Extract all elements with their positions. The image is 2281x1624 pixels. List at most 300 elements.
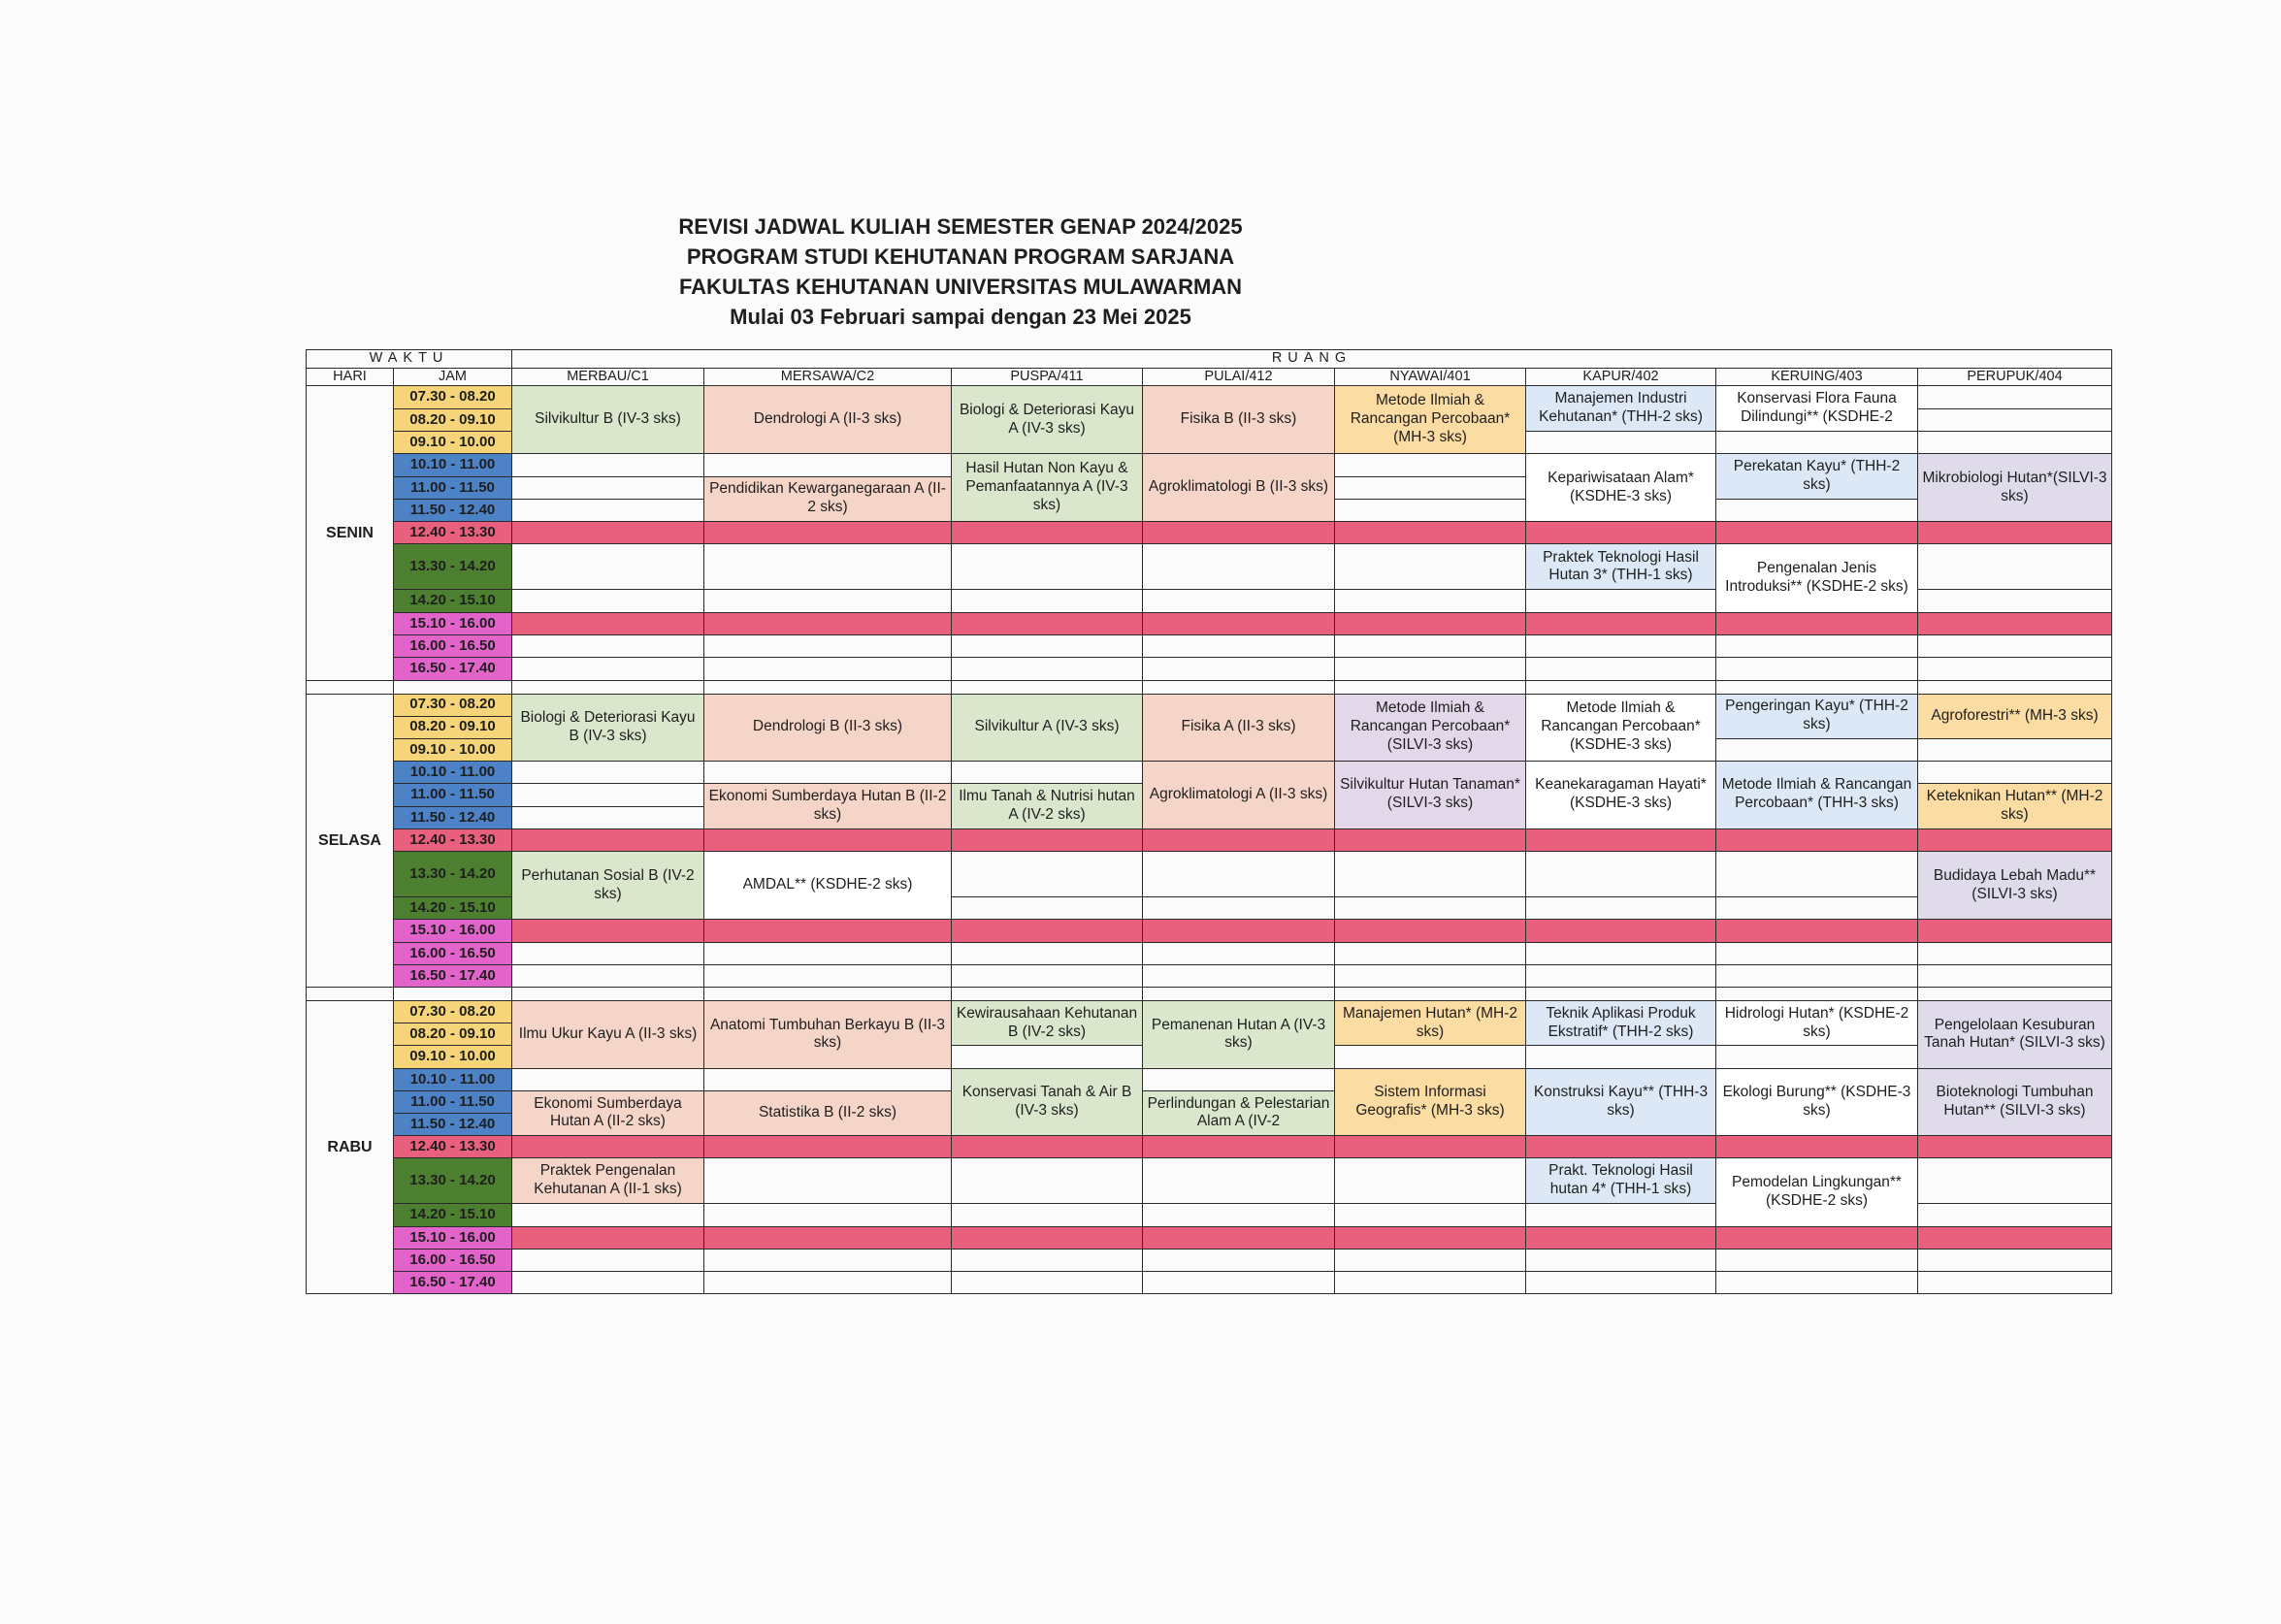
course-cell: Kepariwisataan Alam* (KSDHE-3 sks) bbox=[1526, 454, 1716, 522]
empty-cell bbox=[952, 1046, 1143, 1068]
break-cell bbox=[1335, 522, 1526, 544]
time-slot-row bbox=[307, 612, 2112, 634]
title-line-1: REVISI JADWAL KULIAH SEMESTER GENAP 2024/2025 bbox=[678, 214, 1243, 239]
time-slot-row bbox=[307, 454, 2112, 476]
separator-cell bbox=[704, 988, 952, 1001]
empty-cell bbox=[1918, 942, 2112, 964]
time-slot: 09.10 - 10.00 bbox=[394, 1046, 512, 1068]
empty-cell bbox=[704, 761, 952, 783]
time-slot-row bbox=[307, 694, 2112, 716]
time-slot-row bbox=[307, 544, 2112, 590]
day-label: RABU bbox=[307, 1001, 394, 1294]
course-cell: Bioteknologi Tumbuhan Hutan** (SILVI-3 sks) bbox=[1918, 1068, 2112, 1135]
course-cell: Silvikultur B (IV-3 sks) bbox=[512, 386, 704, 454]
break-cell bbox=[1526, 522, 1716, 544]
separator-cell bbox=[394, 988, 512, 1001]
empty-cell bbox=[1143, 590, 1335, 612]
break-cell bbox=[1335, 920, 1526, 942]
break-cell bbox=[1526, 920, 1716, 942]
course-cell: Agroforestri** (MH-3 sks) bbox=[1918, 694, 2112, 738]
course-cell: Metode Ilmiah & Rancangan Percobaan* (KSDHE-3 sks) bbox=[1526, 694, 1716, 761]
empty-cell bbox=[512, 942, 704, 964]
empty-cell bbox=[1918, 544, 2112, 590]
break-cell bbox=[1143, 612, 1335, 634]
empty-cell bbox=[1526, 590, 1716, 612]
day-label: SELASA bbox=[307, 694, 394, 988]
separator-cell bbox=[952, 988, 1143, 1001]
course-cell: Teknik Aplikasi Produk Ekstratif* (THH-2 sks) bbox=[1526, 1001, 1716, 1046]
empty-cell bbox=[512, 1204, 704, 1226]
empty-cell bbox=[952, 590, 1143, 612]
time-slot-row bbox=[307, 1135, 2112, 1157]
course-cell: Metode Ilmiah & Rancangan Percobaan* (THH-3 sks) bbox=[1716, 761, 1918, 828]
header-waktu: WAKTU bbox=[307, 350, 512, 369]
empty-cell bbox=[1335, 852, 1526, 897]
break-cell bbox=[1716, 1135, 1918, 1157]
day-separator bbox=[307, 988, 2112, 1001]
break-cell bbox=[1335, 612, 1526, 634]
course-cell: Anatomi Tumbuhan Berkayu B (II-3 sks) bbox=[704, 1001, 952, 1068]
break-cell bbox=[1918, 1135, 2112, 1157]
empty-cell bbox=[512, 635, 704, 658]
empty-cell bbox=[1716, 738, 1918, 761]
time-slot-row bbox=[307, 942, 2112, 964]
separator-cell bbox=[1335, 988, 1526, 1001]
course-cell: Keteknikan Hutan** (MH-2 sks) bbox=[1918, 784, 2112, 829]
empty-cell bbox=[952, 897, 1143, 920]
course-cell: Agroklimatologi B (II-3 sks) bbox=[1143, 454, 1335, 522]
separator-cell bbox=[952, 680, 1143, 694]
empty-cell bbox=[1716, 635, 1918, 658]
course-cell: Fisika A (II-3 sks) bbox=[1143, 694, 1335, 761]
time-slot: 13.30 - 14.20 bbox=[394, 544, 512, 590]
time-slot: 16.00 - 16.50 bbox=[394, 942, 512, 964]
course-cell: Pemodelan Lingkungan** (KSDHE-2 sks) bbox=[1716, 1158, 1918, 1226]
break-cell bbox=[1716, 612, 1918, 634]
time-slot: 14.20 - 15.10 bbox=[394, 590, 512, 612]
room-header: PULAI/412 bbox=[1143, 368, 1335, 386]
break-cell bbox=[704, 828, 952, 851]
empty-cell bbox=[952, 635, 1143, 658]
empty-cell bbox=[704, 1272, 952, 1294]
course-cell: Keanekaragaman Hayati* (KSDHE-3 sks) bbox=[1526, 761, 1716, 828]
course-cell: Budidaya Lebah Madu**(SILVI-3 sks) bbox=[1918, 852, 2112, 920]
course-cell: Fisika B (II-3 sks) bbox=[1143, 386, 1335, 454]
course-cell: Praktek Teknologi Hasil Hutan 3* (THH-1 sks) bbox=[1526, 544, 1716, 590]
course-cell: Perhutanan Sosial B (IV-2 sks) bbox=[512, 852, 704, 920]
day-label: SENIN bbox=[307, 386, 394, 680]
separator-cell bbox=[1335, 680, 1526, 694]
time-slot: 08.20 - 09.10 bbox=[394, 716, 512, 738]
time-slot: 13.30 - 14.20 bbox=[394, 852, 512, 897]
time-slot-row bbox=[307, 1226, 2112, 1249]
empty-cell bbox=[1335, 942, 1526, 964]
time-slot: 12.40 - 13.30 bbox=[394, 1135, 512, 1157]
header-row-sub bbox=[307, 368, 2112, 386]
course-cell: Ekologi Burung** (KSDHE-3 sks) bbox=[1716, 1068, 1918, 1135]
break-cell bbox=[1716, 828, 1918, 851]
empty-cell bbox=[952, 965, 1143, 988]
empty-cell bbox=[1335, 1272, 1526, 1294]
page-title bbox=[0, 211, 1921, 332]
empty-cell bbox=[1716, 658, 1918, 680]
empty-cell bbox=[1918, 408, 2112, 431]
empty-cell bbox=[1716, 852, 1918, 897]
empty-cell bbox=[1143, 635, 1335, 658]
break-cell bbox=[512, 828, 704, 851]
empty-cell bbox=[704, 1158, 952, 1204]
empty-cell bbox=[512, 1068, 704, 1090]
empty-cell bbox=[1526, 658, 1716, 680]
empty-cell bbox=[1526, 431, 1716, 453]
course-cell: Silvikultur A (IV-3 sks) bbox=[952, 694, 1143, 761]
empty-cell bbox=[1918, 738, 2112, 761]
empty-cell bbox=[512, 454, 704, 476]
time-slot: 07.30 - 08.20 bbox=[394, 1001, 512, 1023]
empty-cell bbox=[1335, 1249, 1526, 1271]
course-cell: Pendidikan Kewarganegaraan A (II-2 sks) bbox=[704, 476, 952, 522]
schedule-table bbox=[306, 349, 2112, 1294]
break-cell bbox=[1716, 1226, 1918, 1249]
course-cell: Konstruksi Kayu** (THH-3 sks) bbox=[1526, 1068, 1716, 1135]
time-slot: 14.20 - 15.10 bbox=[394, 897, 512, 920]
empty-cell bbox=[1335, 476, 1526, 499]
break-cell bbox=[704, 1226, 952, 1249]
time-slot: 11.00 - 11.50 bbox=[394, 1090, 512, 1113]
header-jam: JAM bbox=[394, 368, 512, 386]
separator-cell bbox=[1716, 680, 1918, 694]
empty-cell bbox=[1918, 658, 2112, 680]
break-cell bbox=[1526, 1226, 1716, 1249]
break-cell bbox=[1716, 522, 1918, 544]
empty-cell bbox=[1918, 590, 2112, 612]
time-slot-row bbox=[307, 658, 2112, 680]
empty-cell bbox=[512, 499, 704, 521]
empty-cell bbox=[1526, 635, 1716, 658]
empty-cell bbox=[704, 454, 952, 476]
empty-cell bbox=[704, 590, 952, 612]
break-cell bbox=[704, 920, 952, 942]
time-slot: 08.20 - 09.10 bbox=[394, 1023, 512, 1046]
course-cell: Agroklimatologi A (II-3 sks) bbox=[1143, 761, 1335, 828]
empty-cell bbox=[704, 942, 952, 964]
course-cell: Dendrologi A (II-3 sks) bbox=[704, 386, 952, 454]
time-slot-row bbox=[307, 635, 2112, 658]
empty-cell bbox=[1335, 1204, 1526, 1226]
empty-cell bbox=[1918, 1272, 2112, 1294]
empty-cell bbox=[1143, 965, 1335, 988]
time-slot: 16.00 - 16.50 bbox=[394, 635, 512, 658]
time-slot: 16.00 - 16.50 bbox=[394, 1249, 512, 1271]
time-slot: 09.10 - 10.00 bbox=[394, 431, 512, 453]
time-slot: 12.40 - 13.30 bbox=[394, 828, 512, 851]
separator-cell bbox=[512, 680, 704, 694]
break-cell bbox=[1143, 1226, 1335, 1249]
separator-cell bbox=[307, 988, 394, 1001]
time-slot: 12.40 - 13.30 bbox=[394, 522, 512, 544]
course-cell: Perekatan Kayu* (THH-2 sks) bbox=[1716, 454, 1918, 500]
time-slot: 16.50 - 17.40 bbox=[394, 1272, 512, 1294]
empty-cell bbox=[1716, 965, 1918, 988]
time-slot: 15.10 - 16.00 bbox=[394, 920, 512, 942]
empty-cell bbox=[1918, 965, 2112, 988]
time-slot: 07.30 - 08.20 bbox=[394, 386, 512, 408]
empty-cell bbox=[952, 761, 1143, 783]
room-header: MERBAU/C1 bbox=[512, 368, 704, 386]
break-cell bbox=[512, 522, 704, 544]
time-slot: 15.10 - 16.00 bbox=[394, 612, 512, 634]
empty-cell bbox=[1143, 897, 1335, 920]
empty-cell bbox=[1526, 1204, 1716, 1226]
empty-cell bbox=[512, 965, 704, 988]
empty-cell bbox=[1335, 544, 1526, 590]
time-slot: 11.00 - 11.50 bbox=[394, 476, 512, 499]
empty-cell bbox=[1716, 897, 1918, 920]
empty-cell bbox=[952, 942, 1143, 964]
empty-cell bbox=[1335, 635, 1526, 658]
header-hari: HARI bbox=[307, 368, 394, 386]
break-cell bbox=[1143, 522, 1335, 544]
empty-cell bbox=[704, 544, 952, 590]
time-slot: 14.20 - 15.10 bbox=[394, 1204, 512, 1226]
separator-cell bbox=[1918, 988, 2112, 1001]
time-slot: 13.30 - 14.20 bbox=[394, 1158, 512, 1204]
course-cell: Manajemen Hutan* (MH-2 sks) bbox=[1335, 1001, 1526, 1046]
room-header: KERUING/403 bbox=[1716, 368, 1918, 386]
empty-cell bbox=[1918, 1204, 2112, 1226]
separator-cell bbox=[1716, 988, 1918, 1001]
empty-cell bbox=[1918, 1249, 2112, 1271]
empty-cell bbox=[512, 806, 704, 828]
break-cell bbox=[1526, 1135, 1716, 1157]
empty-cell bbox=[1143, 658, 1335, 680]
time-slot: 11.50 - 12.40 bbox=[394, 499, 512, 521]
time-slot: 10.10 - 11.00 bbox=[394, 454, 512, 476]
course-cell: Pemanenan Hutan A (IV-3 sks) bbox=[1143, 1001, 1335, 1068]
empty-cell bbox=[1918, 635, 2112, 658]
empty-cell bbox=[704, 1249, 952, 1271]
time-slot: 11.50 - 12.40 bbox=[394, 806, 512, 828]
empty-cell bbox=[704, 1204, 952, 1226]
time-slot-row bbox=[307, 965, 2112, 988]
break-cell bbox=[952, 612, 1143, 634]
empty-cell bbox=[1143, 1249, 1335, 1271]
empty-cell bbox=[512, 1272, 704, 1294]
empty-cell bbox=[1335, 590, 1526, 612]
time-slot: 08.20 - 09.10 bbox=[394, 408, 512, 431]
break-cell bbox=[1335, 1135, 1526, 1157]
break-cell bbox=[1918, 1226, 2112, 1249]
time-slot: 15.10 - 16.00 bbox=[394, 1226, 512, 1249]
break-cell bbox=[704, 612, 952, 634]
break-cell bbox=[704, 522, 952, 544]
header-row-top bbox=[307, 350, 2112, 369]
header-ruang: RUANG bbox=[512, 350, 2112, 369]
time-slot-row bbox=[307, 920, 2112, 942]
time-slot-row bbox=[307, 1158, 2112, 1204]
empty-cell bbox=[1716, 499, 1918, 521]
break-cell bbox=[952, 522, 1143, 544]
break-cell bbox=[1335, 828, 1526, 851]
separator-cell bbox=[394, 680, 512, 694]
empty-cell bbox=[1918, 1158, 2112, 1204]
day-separator bbox=[307, 680, 2112, 694]
separator-cell bbox=[1918, 680, 2112, 694]
course-cell: Statistika B (II-2 sks) bbox=[704, 1090, 952, 1135]
title-line-4: Mulai 03 Februari sampai dengan 23 Mei 2025 bbox=[730, 305, 1191, 329]
room-header: NYAWAI/401 bbox=[1335, 368, 1526, 386]
break-cell bbox=[1526, 612, 1716, 634]
course-cell: Dendrologi B (II-3 sks) bbox=[704, 694, 952, 761]
empty-cell bbox=[1526, 965, 1716, 988]
empty-cell bbox=[1335, 1046, 1526, 1068]
break-cell bbox=[1143, 828, 1335, 851]
empty-cell bbox=[1716, 1046, 1918, 1068]
empty-cell bbox=[704, 658, 952, 680]
course-cell: Pengelolaan Kesuburan Tanah Hutan* (SILVI-3 sks) bbox=[1918, 1001, 2112, 1068]
course-cell: Ilmu Ukur Kayu A (II-3 sks) bbox=[512, 1001, 704, 1068]
time-slot-row bbox=[307, 1249, 2112, 1271]
break-cell bbox=[1918, 828, 2112, 851]
course-cell: Manajemen Industri Kehutanan* (THH-2 sks) bbox=[1526, 386, 1716, 432]
empty-cell bbox=[1526, 852, 1716, 897]
break-cell bbox=[952, 1226, 1143, 1249]
course-cell: Konservasi Flora Fauna Dilindungi** (KSDHE-2 bbox=[1716, 386, 1918, 432]
empty-cell bbox=[512, 658, 704, 680]
break-cell bbox=[952, 920, 1143, 942]
empty-cell bbox=[952, 1272, 1143, 1294]
empty-cell bbox=[1143, 544, 1335, 590]
course-cell: Konservasi Tanah & Air B (IV-3 sks) bbox=[952, 1068, 1143, 1135]
course-cell: Ekonomi Sumberdaya Hutan A (II-2 sks) bbox=[512, 1090, 704, 1135]
course-cell: AMDAL** (KSDHE-2 sks) bbox=[704, 852, 952, 920]
course-cell: Praktek Pengenalan Kehutanan A (II-1 sks) bbox=[512, 1158, 704, 1204]
separator-cell bbox=[1143, 988, 1335, 1001]
empty-cell bbox=[704, 1068, 952, 1090]
empty-cell bbox=[1716, 942, 1918, 964]
empty-cell bbox=[1716, 1249, 1918, 1271]
empty-cell bbox=[952, 1204, 1143, 1226]
empty-cell bbox=[952, 852, 1143, 897]
time-slot: 16.50 - 17.40 bbox=[394, 965, 512, 988]
separator-cell bbox=[1526, 988, 1716, 1001]
time-slot-row bbox=[307, 761, 2112, 783]
time-slot-row bbox=[307, 1272, 2112, 1294]
empty-cell bbox=[1335, 499, 1526, 521]
time-slot: 09.10 - 10.00 bbox=[394, 738, 512, 761]
break-cell bbox=[1143, 1135, 1335, 1157]
empty-cell bbox=[1716, 431, 1918, 453]
title-line-3: FAKULTAS KEHUTANAN UNIVERSITAS MULAWARMAN bbox=[678, 275, 1243, 299]
time-slot: 11.50 - 12.40 bbox=[394, 1113, 512, 1135]
course-cell: Silvikultur Hutan Tanaman* (SILVI-3 sks) bbox=[1335, 761, 1526, 828]
empty-cell bbox=[1335, 658, 1526, 680]
empty-cell bbox=[512, 761, 704, 783]
empty-cell bbox=[512, 476, 704, 499]
break-cell bbox=[512, 1226, 704, 1249]
time-slot: 10.10 - 11.00 bbox=[394, 1068, 512, 1090]
empty-cell bbox=[1918, 386, 2112, 408]
empty-cell bbox=[1526, 1046, 1716, 1068]
empty-cell bbox=[1526, 1272, 1716, 1294]
empty-cell bbox=[1335, 897, 1526, 920]
course-cell: Sistem Informasi Geografis* (MH-3 sks) bbox=[1335, 1068, 1526, 1135]
break-cell bbox=[952, 1135, 1143, 1157]
time-slot-row bbox=[307, 1001, 2112, 1023]
break-cell bbox=[952, 828, 1143, 851]
break-cell bbox=[1143, 920, 1335, 942]
break-cell bbox=[704, 1135, 952, 1157]
empty-cell bbox=[1526, 942, 1716, 964]
break-cell bbox=[1716, 920, 1918, 942]
time-slot: 10.10 - 11.00 bbox=[394, 761, 512, 783]
course-cell: Kewirausahaan Kehutanan B (IV-2 sks) bbox=[952, 1001, 1143, 1046]
empty-cell bbox=[1716, 1272, 1918, 1294]
room-header: KAPUR/402 bbox=[1526, 368, 1716, 386]
empty-cell bbox=[1335, 1158, 1526, 1204]
course-cell: Metode Ilmiah & Rancangan Percobaan* (MH-3 sks) bbox=[1335, 386, 1526, 454]
time-slot-row bbox=[307, 828, 2112, 851]
room-header: MERSAWA/C2 bbox=[704, 368, 952, 386]
empty-cell bbox=[1143, 1158, 1335, 1204]
course-cell: Hasil Hutan Non Kayu & Pemanfaatannya A (IV-3 sks) bbox=[952, 454, 1143, 522]
course-cell: Biologi & Deteriorasi Kayu A (IV-3 sks) bbox=[952, 386, 1143, 454]
empty-cell bbox=[1526, 897, 1716, 920]
empty-cell bbox=[1526, 1249, 1716, 1271]
empty-cell bbox=[512, 1249, 704, 1271]
empty-cell bbox=[1335, 454, 1526, 476]
empty-cell bbox=[704, 635, 952, 658]
course-cell: Biologi & Deteriorasi Kayu B (IV-3 sks) bbox=[512, 694, 704, 761]
break-cell bbox=[1918, 612, 2112, 634]
separator-cell bbox=[704, 680, 952, 694]
empty-cell bbox=[1143, 1272, 1335, 1294]
time-slot: 07.30 - 08.20 bbox=[394, 694, 512, 716]
title-line-2: PROGRAM STUDI KEHUTANAN PROGRAM SARJANA bbox=[686, 244, 1235, 269]
course-cell: Ilmu Tanah & Nutrisi hutan A (IV-2 sks) bbox=[952, 784, 1143, 829]
break-cell bbox=[1918, 522, 2112, 544]
room-header: PERUPUK/404 bbox=[1918, 368, 2112, 386]
break-cell bbox=[512, 920, 704, 942]
course-cell: Metode Ilmiah & Rancangan Percobaan* (SILVI-3 sks) bbox=[1335, 694, 1526, 761]
empty-cell bbox=[1918, 761, 2112, 783]
time-slot-row bbox=[307, 522, 2112, 544]
course-cell: Ekonomi Sumberdaya Hutan B (II-2 sks) bbox=[704, 784, 952, 829]
course-cell: Pengenalan Jenis Introduksi** (KSDHE-2 sks) bbox=[1716, 544, 1918, 612]
time-slot-row bbox=[307, 1068, 2112, 1090]
course-cell: Prakt. Teknologi Hasil hutan 4* (THH-1 sks) bbox=[1526, 1158, 1716, 1204]
break-cell bbox=[1335, 1226, 1526, 1249]
empty-cell bbox=[1335, 965, 1526, 988]
break-cell bbox=[512, 1135, 704, 1157]
time-slot: 11.00 - 11.50 bbox=[394, 784, 512, 806]
separator-cell bbox=[307, 680, 394, 694]
empty-cell bbox=[1143, 942, 1335, 964]
empty-cell bbox=[1143, 852, 1335, 897]
empty-cell bbox=[952, 1158, 1143, 1204]
empty-cell bbox=[512, 590, 704, 612]
time-slot-row bbox=[307, 386, 2112, 408]
time-slot-row bbox=[307, 852, 2112, 897]
course-cell: Hidrologi Hutan* (KSDHE-2 sks) bbox=[1716, 1001, 1918, 1046]
separator-cell bbox=[1526, 680, 1716, 694]
break-cell bbox=[512, 612, 704, 634]
separator-cell bbox=[1143, 680, 1335, 694]
course-cell: Pengeringan Kayu* (THH-2 sks) bbox=[1716, 694, 1918, 738]
empty-cell bbox=[512, 784, 704, 806]
empty-cell bbox=[704, 965, 952, 988]
empty-cell bbox=[1918, 431, 2112, 453]
